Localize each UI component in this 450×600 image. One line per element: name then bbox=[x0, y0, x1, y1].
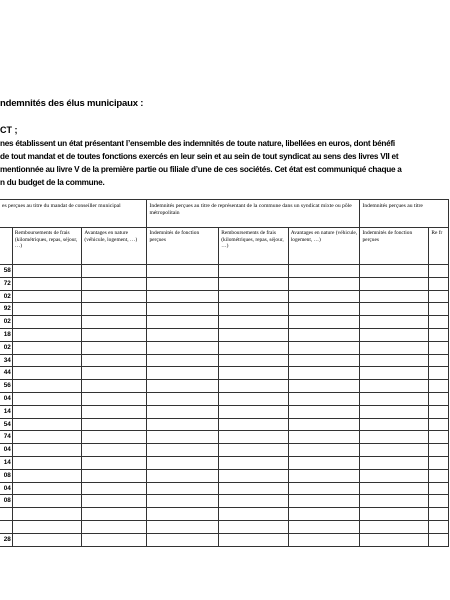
table-cell[interactable] bbox=[82, 469, 147, 482]
row-code-cell: 04 bbox=[0, 392, 12, 405]
table-cell[interactable] bbox=[12, 290, 82, 303]
table-cell[interactable] bbox=[147, 508, 219, 521]
table-cell[interactable] bbox=[288, 392, 360, 405]
table-cell[interactable] bbox=[429, 533, 449, 546]
table-cell[interactable] bbox=[12, 508, 82, 521]
table-cell[interactable] bbox=[429, 380, 449, 393]
table-cell[interactable] bbox=[219, 482, 289, 495]
table-cell[interactable] bbox=[147, 290, 219, 303]
table-cell[interactable] bbox=[147, 328, 219, 341]
row-code-cell: 74 bbox=[0, 431, 12, 444]
paragraph-line: mentionnée au livre V de la première partie ou filiale d’une de ces sociétés. Cet état est communiqué chaque a bbox=[0, 165, 402, 174]
table-row bbox=[0, 380, 449, 393]
col-header-name bbox=[0, 228, 12, 265]
table-cell[interactable] bbox=[147, 341, 219, 354]
table-cell[interactable] bbox=[147, 418, 219, 431]
table-cell[interactable] bbox=[429, 508, 449, 521]
table-cell[interactable] bbox=[360, 328, 429, 341]
table-cell[interactable] bbox=[82, 533, 147, 546]
table-cell[interactable] bbox=[82, 354, 147, 367]
table-cell[interactable] bbox=[429, 456, 449, 469]
row-code-cell: 92 bbox=[0, 303, 12, 316]
table-cell[interactable] bbox=[219, 380, 289, 393]
table-cell[interactable] bbox=[147, 520, 219, 533]
table-cell[interactable] bbox=[12, 303, 82, 316]
table-cell[interactable] bbox=[82, 482, 147, 495]
table-cell[interactable] bbox=[12, 431, 82, 444]
table-cell[interactable] bbox=[288, 367, 360, 380]
table-cell[interactable] bbox=[147, 380, 219, 393]
table-cell[interactable] bbox=[82, 431, 147, 444]
table-cell[interactable] bbox=[288, 469, 360, 482]
row-code-cell: 02 bbox=[0, 341, 12, 354]
col-header-remboursements: Remboursements de frais (kilométriques, repas, séjour, …) bbox=[12, 228, 82, 265]
table-cell[interactable] bbox=[360, 508, 429, 521]
table-cell[interactable] bbox=[288, 482, 360, 495]
table-cell[interactable] bbox=[219, 520, 289, 533]
table-cell[interactable] bbox=[288, 341, 360, 354]
table-cell[interactable] bbox=[429, 316, 449, 329]
table-cell[interactable] bbox=[288, 431, 360, 444]
table-cell[interactable] bbox=[12, 341, 82, 354]
table-cell[interactable] bbox=[288, 444, 360, 457]
table-cell[interactable] bbox=[288, 328, 360, 341]
row-code-cell bbox=[0, 520, 12, 533]
table-cell[interactable] bbox=[147, 392, 219, 405]
table-cell[interactable] bbox=[288, 533, 360, 546]
table-cell[interactable] bbox=[360, 277, 429, 290]
table-cell[interactable] bbox=[12, 444, 82, 457]
table-cell[interactable] bbox=[82, 444, 147, 457]
table-cell[interactable] bbox=[219, 418, 289, 431]
table-cell[interactable] bbox=[147, 303, 219, 316]
table-cell[interactable] bbox=[360, 431, 429, 444]
row-code-cell: 18 bbox=[0, 328, 12, 341]
table-cell[interactable] bbox=[360, 405, 429, 418]
table-cell[interactable] bbox=[360, 444, 429, 457]
table-cell[interactable] bbox=[147, 367, 219, 380]
table-cell[interactable] bbox=[12, 418, 82, 431]
row-code-cell: 44 bbox=[0, 367, 12, 380]
group-header-other: Indemnités perçues au titre bbox=[360, 200, 449, 228]
col-header-avantages: Avantages en nature (véhicule, logement, …) bbox=[288, 228, 360, 265]
table-cell[interactable] bbox=[82, 495, 147, 508]
table-cell[interactable] bbox=[147, 265, 219, 278]
table-cell[interactable] bbox=[82, 392, 147, 405]
table-cell[interactable] bbox=[429, 520, 449, 533]
table-cell[interactable] bbox=[360, 418, 429, 431]
table-cell[interactable] bbox=[360, 520, 429, 533]
table-cell[interactable] bbox=[219, 533, 289, 546]
table-cell[interactable] bbox=[12, 520, 82, 533]
table-row bbox=[0, 533, 449, 546]
table-cell[interactable] bbox=[288, 380, 360, 393]
table-cell[interactable] bbox=[147, 354, 219, 367]
table-cell[interactable] bbox=[288, 456, 360, 469]
table-cell[interactable] bbox=[360, 341, 429, 354]
group-header-syndicat: Indemnités perçues au titre de représentant de la commune dans un syndicat mixte ou pôle métropolitain bbox=[147, 200, 360, 228]
table-cell[interactable] bbox=[82, 303, 147, 316]
paragraph-line: n du budget de la commune. bbox=[0, 178, 105, 187]
table-cell[interactable] bbox=[429, 418, 449, 431]
table-cell[interactable] bbox=[12, 265, 82, 278]
row-code-cell: 04 bbox=[0, 482, 12, 495]
table-cell[interactable] bbox=[288, 290, 360, 303]
table-row bbox=[0, 405, 449, 418]
table-cell[interactable] bbox=[429, 367, 449, 380]
table-cell[interactable] bbox=[360, 316, 429, 329]
table-cell[interactable] bbox=[288, 508, 360, 521]
table-cell[interactable] bbox=[147, 469, 219, 482]
table-cell[interactable] bbox=[219, 456, 289, 469]
table-cell[interactable] bbox=[12, 277, 82, 290]
table-cell[interactable] bbox=[12, 405, 82, 418]
table-cell[interactable] bbox=[12, 533, 82, 546]
table-cell[interactable] bbox=[288, 265, 360, 278]
table-row bbox=[0, 367, 449, 380]
table-cell[interactable] bbox=[219, 265, 289, 278]
table-row bbox=[0, 431, 449, 444]
table-row bbox=[0, 277, 449, 290]
table-cell[interactable] bbox=[429, 328, 449, 341]
table-cell[interactable] bbox=[12, 456, 82, 469]
table-cell[interactable] bbox=[429, 277, 449, 290]
table-cell[interactable] bbox=[147, 533, 219, 546]
table-cell[interactable] bbox=[82, 290, 147, 303]
indemnities-table bbox=[0, 199, 449, 547]
table-cell[interactable] bbox=[219, 392, 289, 405]
row-code-cell: 04 bbox=[0, 444, 12, 457]
table-cell[interactable] bbox=[360, 495, 429, 508]
col-header-indemnites: Indemnités de fonction perçues bbox=[147, 228, 219, 265]
table-cell[interactable] bbox=[82, 265, 147, 278]
table-cell[interactable] bbox=[219, 341, 289, 354]
table-cell[interactable] bbox=[288, 495, 360, 508]
table-cell[interactable] bbox=[219, 444, 289, 457]
table-cell[interactable] bbox=[429, 431, 449, 444]
table-cell[interactable] bbox=[82, 520, 147, 533]
table-cell[interactable] bbox=[147, 495, 219, 508]
col-header-avantages: Avantages en nature (véhicule, logement, …) bbox=[82, 228, 147, 265]
col-header-remboursements: Re fr bbox=[429, 228, 449, 265]
table-row bbox=[0, 354, 449, 367]
table-cell[interactable] bbox=[147, 405, 219, 418]
table-row bbox=[0, 341, 449, 354]
table-cell[interactable] bbox=[219, 328, 289, 341]
table-cell[interactable] bbox=[12, 316, 82, 329]
table-cell[interactable] bbox=[82, 380, 147, 393]
table-cell[interactable] bbox=[12, 367, 82, 380]
table-cell[interactable] bbox=[360, 392, 429, 405]
table-row bbox=[0, 290, 449, 303]
paragraph-line: de tout mandat et de toutes fonctions exercés en leur sein et au sein de tout syndicat au sens des livres VII et bbox=[0, 152, 399, 161]
table-cell[interactable] bbox=[12, 482, 82, 495]
row-code-cell: 56 bbox=[0, 380, 12, 393]
table-cell[interactable] bbox=[360, 380, 429, 393]
table-cell[interactable] bbox=[429, 405, 449, 418]
section-heading: ndemnités des élus municipaux : bbox=[0, 98, 144, 109]
row-code-cell bbox=[0, 508, 12, 521]
table-row bbox=[0, 469, 449, 482]
table-cell[interactable] bbox=[429, 341, 449, 354]
table-cell[interactable] bbox=[147, 277, 219, 290]
table-cell[interactable] bbox=[288, 277, 360, 290]
table-cell[interactable] bbox=[219, 290, 289, 303]
table-cell[interactable] bbox=[360, 354, 429, 367]
table-cell[interactable] bbox=[219, 303, 289, 316]
table-cell[interactable] bbox=[360, 456, 429, 469]
row-code-cell: 02 bbox=[0, 290, 12, 303]
table-cell[interactable] bbox=[429, 495, 449, 508]
table-row bbox=[0, 418, 449, 431]
row-code-cell: 34 bbox=[0, 354, 12, 367]
table-cell[interactable] bbox=[219, 316, 289, 329]
paragraph-line: nes établissent un état présentant l’ensemble des indemnités de toute nature, libellées en euros, dont bénéfi bbox=[0, 139, 395, 148]
row-code-cell: 14 bbox=[0, 456, 12, 469]
table-cell[interactable] bbox=[429, 265, 449, 278]
table-cell[interactable] bbox=[429, 444, 449, 457]
legal-reference: CT ; bbox=[0, 125, 18, 135]
table-row bbox=[0, 392, 449, 405]
table-row bbox=[0, 482, 449, 495]
table-cell[interactable] bbox=[288, 316, 360, 329]
table-cell[interactable] bbox=[82, 341, 147, 354]
table-cell[interactable] bbox=[147, 482, 219, 495]
table-row bbox=[0, 316, 449, 329]
table-cell[interactable] bbox=[219, 431, 289, 444]
table-row bbox=[0, 303, 449, 316]
row-code-cell: 14 bbox=[0, 405, 12, 418]
row-code-cell: 54 bbox=[0, 418, 12, 431]
table-cell[interactable] bbox=[82, 508, 147, 521]
table-cell[interactable] bbox=[82, 456, 147, 469]
row-code-cell: 58 bbox=[0, 265, 12, 278]
table-cell[interactable] bbox=[82, 367, 147, 380]
table-cell[interactable] bbox=[82, 277, 147, 290]
table-cell[interactable] bbox=[360, 469, 429, 482]
table-cell[interactable] bbox=[12, 328, 82, 341]
table-cell[interactable] bbox=[429, 354, 449, 367]
col-header-remboursements: Remboursements de frais (kilométriques, repas, séjour, …) bbox=[219, 228, 289, 265]
table-cell[interactable] bbox=[360, 303, 429, 316]
table-cell[interactable] bbox=[429, 482, 449, 495]
table-cell[interactable] bbox=[147, 431, 219, 444]
table-row bbox=[0, 508, 449, 521]
table-cell[interactable] bbox=[219, 277, 289, 290]
table-cell[interactable] bbox=[219, 405, 289, 418]
table-cell[interactable] bbox=[429, 469, 449, 482]
table-cell[interactable] bbox=[82, 418, 147, 431]
table-cell[interactable] bbox=[82, 316, 147, 329]
table-cell[interactable] bbox=[147, 444, 219, 457]
table-row bbox=[0, 444, 449, 457]
table-row bbox=[0, 328, 449, 341]
table-cell[interactable] bbox=[288, 520, 360, 533]
table-cell[interactable] bbox=[12, 469, 82, 482]
row-code-cell: 28 bbox=[0, 533, 12, 546]
table-row bbox=[0, 520, 449, 533]
table-cell[interactable] bbox=[288, 303, 360, 316]
table-cell[interactable] bbox=[219, 495, 289, 508]
table-row bbox=[0, 265, 449, 278]
table-cell[interactable] bbox=[219, 354, 289, 367]
table-cell[interactable] bbox=[12, 495, 82, 508]
table-cell[interactable] bbox=[429, 290, 449, 303]
table-cell[interactable] bbox=[82, 328, 147, 341]
table-cell[interactable] bbox=[219, 508, 289, 521]
table-cell[interactable] bbox=[360, 482, 429, 495]
table-cell[interactable] bbox=[82, 405, 147, 418]
table-cell[interactable] bbox=[12, 392, 82, 405]
row-code-cell: 72 bbox=[0, 277, 12, 290]
table-cell[interactable] bbox=[429, 392, 449, 405]
table-cell[interactable] bbox=[12, 380, 82, 393]
table-cell[interactable] bbox=[288, 405, 360, 418]
row-code-cell: 02 bbox=[0, 316, 12, 329]
table-cell[interactable] bbox=[147, 316, 219, 329]
row-code-cell: 08 bbox=[0, 495, 12, 508]
table-cell[interactable] bbox=[147, 456, 219, 469]
group-header-municipal: es perçues au titre du mandat de conseiller municipal bbox=[0, 200, 147, 228]
table-row bbox=[0, 495, 449, 508]
table-cell[interactable] bbox=[288, 354, 360, 367]
col-header-indemnites: Indemnités de fonction perçues bbox=[360, 228, 429, 265]
table-cell[interactable] bbox=[429, 303, 449, 316]
table-cell[interactable] bbox=[288, 418, 360, 431]
table-cell[interactable] bbox=[360, 533, 429, 546]
row-code-cell: 08 bbox=[0, 469, 12, 482]
table-cell[interactable] bbox=[219, 367, 289, 380]
table-cell[interactable] bbox=[219, 469, 289, 482]
table-cell[interactable] bbox=[360, 265, 429, 278]
table-cell[interactable] bbox=[360, 290, 429, 303]
table-cell[interactable] bbox=[360, 367, 429, 380]
table-cell[interactable] bbox=[12, 354, 82, 367]
table-row bbox=[0, 456, 449, 469]
